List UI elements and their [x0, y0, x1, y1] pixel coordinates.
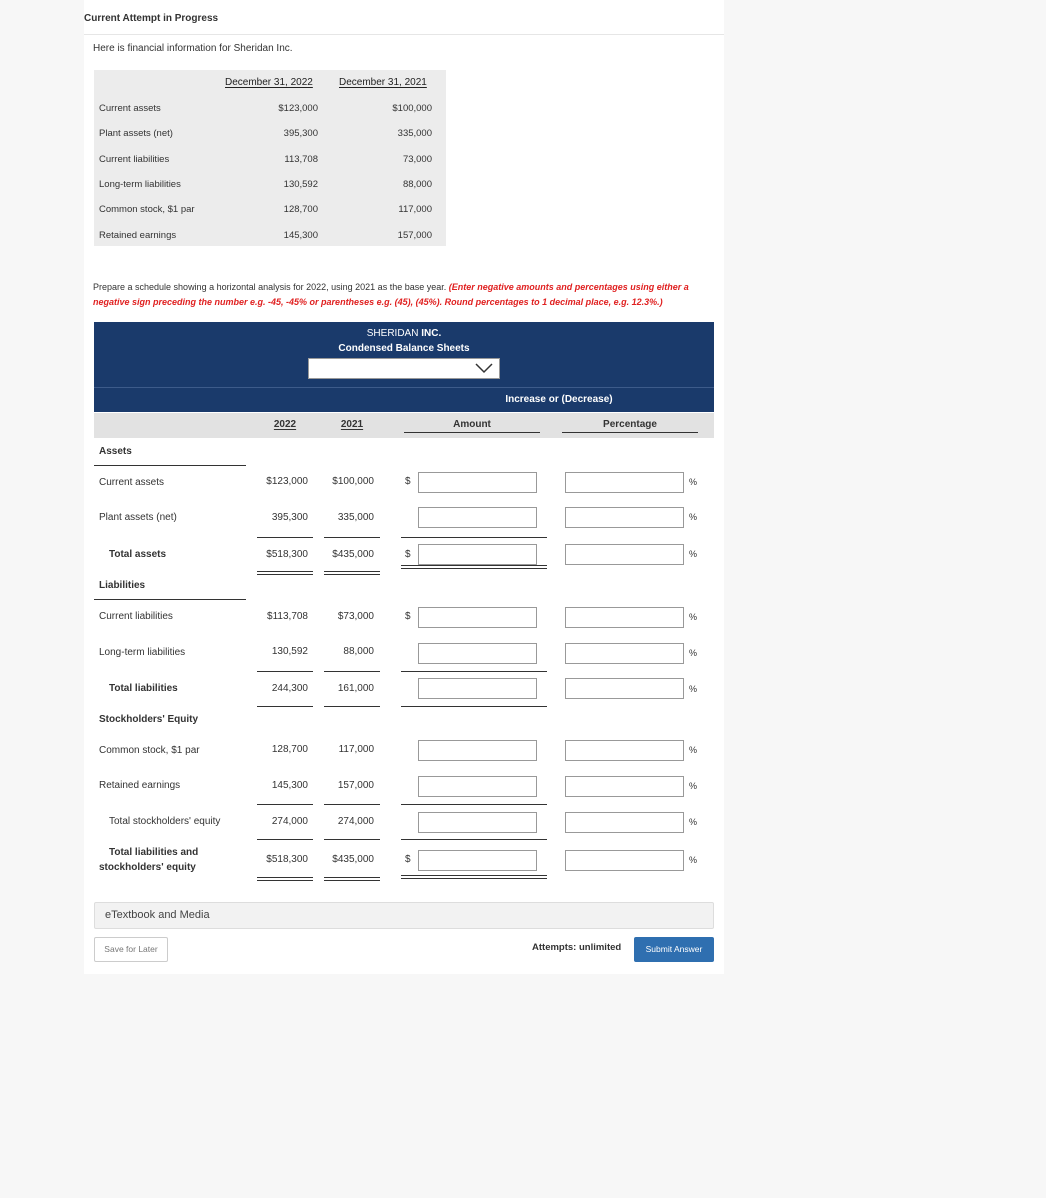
given-value-2022: 395,300: [283, 128, 318, 139]
given-col-2022: December 31, 2022: [225, 77, 313, 88]
percent-sign: %: [689, 512, 698, 522]
save-for-later-button[interactable]: Save for Later: [94, 937, 168, 962]
row-label: Total assets: [109, 549, 167, 560]
amount-input[interactable]: [418, 850, 537, 871]
percentage-input[interactable]: [565, 643, 684, 664]
row-label: stockholders' equity: [99, 862, 196, 873]
dollar-sign: $: [405, 611, 411, 622]
value-2022: $518,300: [266, 549, 308, 560]
percentage-input[interactable]: [565, 812, 684, 833]
total-double-line: [324, 877, 380, 881]
subtotal-line: [324, 839, 380, 840]
section-assets: Assets: [99, 446, 132, 457]
row-label: Retained earnings: [99, 780, 181, 791]
total-double-line: [401, 565, 547, 569]
subtotal-line: [401, 706, 547, 707]
subtotal-line: [324, 804, 380, 805]
row-label: Current liabilities: [99, 611, 173, 622]
chevron-down-icon: [475, 362, 493, 374]
subtotal-line: [324, 706, 380, 707]
percentage-input[interactable]: [565, 850, 684, 871]
amount-underline: [404, 432, 540, 433]
section-liabilities: Liabilities: [99, 580, 146, 591]
subtotal-line: [324, 537, 380, 538]
percent-sign: %: [689, 648, 698, 658]
given-row-label: Plant assets (net): [99, 128, 173, 139]
subtotal-line: [401, 804, 547, 805]
given-value-2021: 157,000: [397, 230, 432, 241]
date-dropdown[interactable]: [308, 358, 500, 379]
subtotal-line: [257, 706, 313, 707]
given-row-label: Long-term liabilities: [99, 179, 181, 190]
value-2022: 244,300: [271, 683, 308, 694]
value-2021: $435,000: [332, 549, 374, 560]
amount-input[interactable]: [418, 776, 537, 797]
row-label: Total liabilities: [109, 683, 178, 694]
subtotal-line: [401, 839, 547, 840]
value-2021: 157,000: [337, 780, 374, 791]
value-2021: 117,000: [338, 744, 374, 755]
value-2022: 395,300: [271, 512, 308, 523]
row-label: Total liabilities and: [109, 847, 199, 858]
percentage-input[interactable]: [565, 776, 684, 797]
amount-input[interactable]: [418, 812, 537, 833]
percentage-input[interactable]: [565, 678, 684, 699]
subtotal-line: [257, 671, 313, 672]
given-value-2022: $123,000: [278, 103, 318, 114]
percentage-input[interactable]: [565, 607, 684, 628]
value-2021: 88,000: [343, 646, 374, 657]
given-row-label: Retained earnings: [99, 230, 177, 241]
percent-sign: %: [689, 817, 698, 827]
instructions: [93, 280, 713, 310]
dollar-sign: $: [405, 854, 411, 865]
subtotal-line: [257, 839, 313, 840]
percentage-underline: [562, 432, 698, 433]
percentage-input[interactable]: [565, 472, 684, 493]
amount-input[interactable]: [418, 643, 537, 664]
row-label: Total stockholders' equity: [109, 816, 221, 827]
instructions-hint: (Enter negative amounts and percentages using either a negative sign preceding the number e.g. -45, -45% or parentheses e.g. (45), (45%). Round percentages to 1 decimal place, e.g. 12.3%.): [93, 282, 689, 307]
given-value-2022: 130,592: [283, 179, 318, 190]
given-value-2021: 88,000: [402, 179, 432, 190]
value-2022: 130,592: [271, 646, 308, 657]
value-2022: $123,000: [266, 476, 308, 487]
given-value-2022: 145,300: [283, 230, 318, 241]
increase-decrease-header: Increase or (Decrease): [505, 394, 613, 405]
submit-answer-button[interactable]: Submit Answer: [634, 937, 714, 962]
subtotal-line: [401, 671, 547, 672]
value-2021: 161,000: [337, 683, 374, 694]
total-double-line: [324, 571, 380, 575]
value-2021: $73,000: [337, 611, 374, 622]
col-amount: Amount: [453, 419, 491, 430]
given-value-2022: 128,700: [283, 204, 318, 215]
given-value-2021: 117,000: [398, 204, 432, 215]
given-value-2021: $100,000: [392, 103, 432, 114]
percent-sign: %: [689, 781, 698, 791]
value-2021: 335,000: [337, 512, 374, 523]
total-double-line: [257, 877, 313, 881]
percentage-input[interactable]: [565, 544, 684, 565]
percent-sign: %: [689, 745, 698, 755]
value-2022: 128,700: [271, 744, 308, 755]
section-equity: Stockholders' Equity: [99, 714, 199, 725]
section-divider: [94, 465, 246, 466]
percent-sign: %: [689, 477, 698, 487]
subtotal-line: [257, 804, 313, 805]
given-col-2021: December 31, 2021: [339, 77, 427, 88]
col-percentage: Percentage: [603, 419, 657, 430]
total-double-line: [401, 875, 547, 879]
dollar-sign: $: [405, 476, 411, 487]
section-divider: [94, 599, 246, 600]
header-divider: [94, 387, 714, 388]
dollar-sign: $: [405, 549, 411, 560]
given-row-label: Common stock, $1 par: [99, 204, 195, 215]
amount-input[interactable]: [418, 507, 537, 528]
percent-sign: %: [689, 612, 698, 622]
amount-input[interactable]: [418, 607, 537, 628]
subtotal-line: [324, 671, 380, 672]
amount-input[interactable]: [418, 740, 537, 761]
value-2021: $100,000: [332, 476, 374, 487]
attempt-heading: Current Attempt in Progress: [84, 13, 219, 24]
percentage-input[interactable]: [565, 740, 684, 761]
given-value-2021: 335,000: [397, 128, 432, 139]
row-label: Long-term liabilities: [99, 647, 186, 658]
company-name: SHERIDAN INC.: [366, 328, 442, 339]
etextbook-media-link[interactable]: eTextbook and Media: [94, 902, 714, 929]
instructions-text: Prepare a schedule showing a horizontal analysis for 2022, using 2021 as the base year.: [93, 282, 447, 292]
amount-input[interactable]: [418, 544, 537, 565]
percent-sign: %: [689, 855, 698, 865]
schedule-title: Condensed Balance Sheets: [338, 343, 470, 354]
attempts-label: Attempts: unlimited: [532, 942, 622, 953]
value-2022: 274,000: [271, 816, 308, 827]
col-2021: 2021: [340, 419, 364, 430]
given-row-label: Current assets: [99, 103, 161, 114]
row-label: Current assets: [99, 477, 165, 488]
col-2022: 2022: [273, 419, 297, 430]
subtotal-line: [257, 537, 313, 538]
value-2022: 145,300: [271, 780, 308, 791]
value-2022: $113,708: [267, 611, 308, 622]
row-label: Common stock, $1 par: [99, 745, 200, 756]
value-2022: $518,300: [266, 854, 308, 865]
intro-text: Here is financial information for Sheridan Inc.: [93, 43, 293, 54]
total-double-line: [257, 571, 313, 575]
row-label: Plant assets (net): [99, 512, 177, 523]
amount-input[interactable]: [418, 472, 537, 493]
percentage-input[interactable]: [565, 507, 684, 528]
value-2021: $435,000: [332, 854, 374, 865]
percent-sign: %: [689, 549, 698, 559]
percent-sign: %: [689, 684, 698, 694]
divider: [84, 34, 724, 35]
given-value-2021: 73,000: [402, 154, 432, 165]
subtotal-line: [401, 537, 547, 538]
given-row-label: Current liabilities: [99, 154, 170, 165]
value-2021: 274,000: [337, 816, 374, 827]
question-card: [84, 0, 724, 974]
amount-input[interactable]: [418, 678, 537, 699]
given-value-2022: 113,708: [284, 154, 318, 165]
